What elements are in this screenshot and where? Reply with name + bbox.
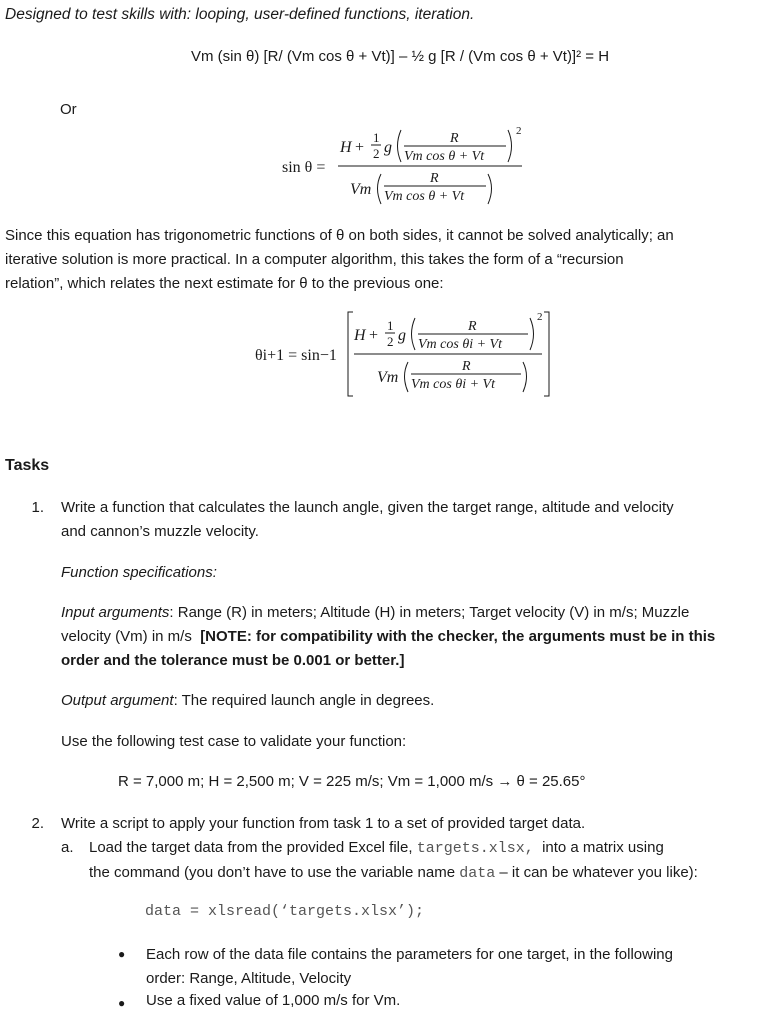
eq2-lhs: sin θ = [282, 159, 326, 176]
eq2-Vm: Vm [350, 181, 372, 198]
task-2a-text: Load the target data from the provided Excel file, targets.xlsx, into a matrix using the command (you don’t have to use the variable name data – it can be whatever you like): [89, 839, 698, 882]
paragraph-iterative: Since this equation has trigonometric functions of θ on both sides, it cannot be solved analytically; an iterative solution is more practical. In a computer algorithm, this takes the form of a “recursion relation”, which relates the next estimate for θ to the previous one: [5, 227, 674, 292]
test-case-intro: Use the following test case to validate your function: [61, 733, 407, 750]
function-spec-label: Function specifications: [61, 564, 217, 581]
bullet-dot-1: ● [118, 947, 126, 961]
eq3-R-bottom: R [462, 359, 471, 374]
task-2a-label: a. [61, 839, 74, 856]
eq2-H: H [340, 139, 352, 156]
eq3-denom-top: Vm cos θi + Vt [418, 337, 502, 352]
eq2-R-bottom: R [430, 171, 439, 186]
eq3-lhs: θi+1 = sin−1 [255, 347, 337, 364]
task-1-text: Write a function that calculates the launch angle, given the target range, altitude and velocity and cannon’s muzzle velocity. [61, 499, 674, 540]
or-label: Or [60, 101, 77, 118]
intro-line: Designed to test skills with: looping, user-defined functions, iteration. [5, 6, 475, 23]
task-2-number: 2. [31, 815, 44, 832]
bullet-2-text: Use a fixed value of 1,000 m/s for Vm. [146, 992, 401, 1009]
eq3-square: 2 [537, 311, 543, 323]
eq2-two: 2 [373, 146, 380, 161]
eq3-g: g [398, 327, 406, 344]
equation-1: Vm (sin θ) [R/ (Vm cos θ + Vt)] – ½ g [R / (Vm cos θ + Vt)]² = H [191, 48, 610, 65]
eq2-g: g [384, 139, 392, 156]
equation-3 [250, 306, 570, 406]
input-arguments: Input arguments: Range (R) in meters; Altitude (H) in meters; Target velocity (V) in m/s; Muzzle velocity (Vm) in m/s [NOTE: for compatibility with the checker, the arguments must be in this order and the tolerance must be 0.001 or better.] [61, 604, 716, 669]
eq3-plus: + [369, 327, 379, 344]
eq2-denom-top: Vm cos θ + Vt [404, 149, 485, 164]
eq2-plus: + [355, 139, 365, 156]
eq3-R-top: R [468, 319, 477, 334]
bullet-1-text: Each row of the data file contains the parameters for one target, in the following order: Range, Altitude, Velocity [146, 946, 673, 987]
eq2-R-top: R [450, 131, 459, 146]
task-1-number: 1. [31, 499, 44, 516]
eq2-denom-bottom: Vm cos θ + Vt [384, 189, 465, 204]
bullet-dot-2: ● [118, 996, 126, 1010]
equation-2 [270, 120, 530, 210]
task-2-text: Write a script to apply your function from task 1 to a set of provided target data. [61, 815, 586, 832]
eq3-H: H [354, 327, 366, 344]
eq3-denom-bottom: Vm cos θi + Vt [411, 377, 495, 392]
eq3-two: 2 [387, 334, 394, 349]
eq3-one: 1 [387, 318, 394, 333]
output-argument: Output argument: The required launch angle in degrees. [61, 692, 435, 709]
tasks-heading: Tasks [5, 457, 50, 474]
code-line: data = xlsread(‘targets.xlsx’); [145, 903, 425, 920]
eq3-Vm: Vm [377, 369, 399, 386]
eq2-square: 2 [516, 125, 522, 137]
test-case: R = 7,000 m; H = 2,500 m; V = 225 m/s; Vm = 1,000 m/s → θ = 25.65° [118, 773, 586, 790]
eq2-one: 1 [373, 130, 380, 145]
